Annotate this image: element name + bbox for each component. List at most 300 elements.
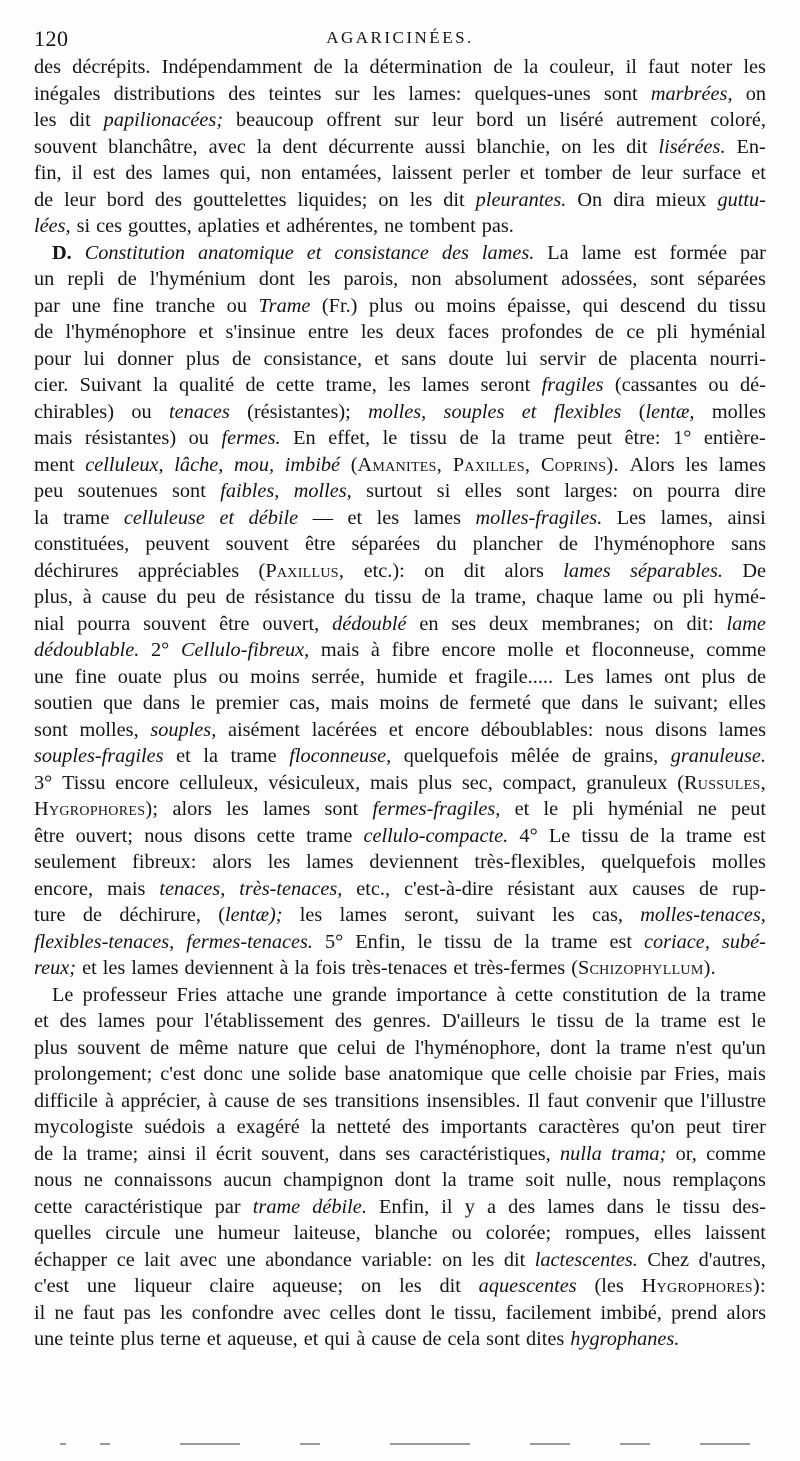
- word: nulle,: [565, 1169, 612, 1191]
- word: il: [441, 1195, 453, 1218]
- word: et: [448, 665, 464, 688]
- text-line: [34, 1035, 766, 1062]
- italic-word: granuleuse.: [670, 745, 766, 767]
- italic-word: souples-fragiles: [34, 745, 164, 767]
- word: ne: [54, 1301, 74, 1324]
- bold-word: D.: [52, 241, 72, 264]
- word: blanche: [374, 1222, 438, 1244]
- word: ouvert;: [75, 824, 134, 847]
- word: la: [441, 1169, 457, 1191]
- word: insensibles.: [426, 1089, 521, 1112]
- word: fragile.....: [474, 665, 554, 688]
- word: chaque: [536, 586, 594, 608]
- word: de: [385, 1036, 406, 1059]
- italic-word: des: [441, 241, 469, 264]
- word: dans: [606, 1195, 644, 1218]
- word: lames: [718, 453, 766, 476]
- word: si: [76, 215, 91, 237]
- word: etc.):: [363, 559, 405, 582]
- word: à: [370, 639, 380, 661]
- word: de: [611, 162, 632, 184]
- word: chirables): [34, 400, 114, 423]
- word: cette: [514, 983, 554, 1006]
- word: échapper: [34, 1248, 108, 1271]
- word: (Paxillus,: [258, 559, 345, 582]
- word: seront: [480, 374, 531, 396]
- word: les: [471, 1248, 495, 1271]
- text-line: [34, 1114, 766, 1141]
- word: des: [34, 56, 62, 78]
- word: Chez: [647, 1248, 690, 1271]
- word: peut: [686, 1116, 721, 1138]
- word: cier.: [34, 374, 69, 396]
- word: et: [206, 1328, 222, 1350]
- word: ou: [451, 1222, 472, 1244]
- text-line: [34, 982, 766, 1009]
- word: laiteuse,: [293, 1222, 361, 1244]
- word: deux: [395, 321, 436, 343]
- word: constitution: [562, 983, 659, 1006]
- word: On: [577, 188, 603, 211]
- text-line: [34, 849, 766, 876]
- word: ou: [708, 374, 729, 396]
- word: tissu: [728, 294, 766, 317]
- word: professeur: [82, 983, 168, 1006]
- word: connaissons: [114, 1169, 213, 1191]
- word: on: [632, 480, 653, 502]
- word: suivant;: [653, 692, 719, 714]
- word: offrent: [326, 109, 382, 131]
- word: être: [34, 824, 65, 847]
- word: Il: [527, 1089, 540, 1112]
- word: de: [746, 665, 766, 688]
- word: nial: [34, 612, 65, 635]
- word: la: [343, 56, 359, 78]
- word: il: [71, 162, 83, 184]
- word: et: [519, 162, 535, 184]
- word: autrement: [616, 109, 698, 131]
- word: descend: [620, 294, 686, 317]
- word: claire: [209, 1275, 255, 1297]
- word: cause: [101, 586, 147, 608]
- word: ce: [116, 1248, 135, 1271]
- word: nous: [622, 1169, 662, 1191]
- word: de: [117, 268, 137, 290]
- word: plus: [34, 1036, 68, 1059]
- text-line: [34, 1220, 766, 1247]
- word: du: [436, 533, 457, 555]
- word: les: [399, 1275, 422, 1297]
- word: sont: [324, 798, 359, 820]
- italic-word: reux;: [34, 957, 77, 979]
- word: faces: [447, 321, 490, 343]
- word: hyménial: [607, 798, 684, 820]
- word: confondre: [191, 1301, 274, 1324]
- word: souvent,: [261, 1142, 330, 1165]
- word: remplaçons: [672, 1169, 766, 1191]
- body-text: [34, 54, 766, 1353]
- text-line: [34, 584, 766, 611]
- word: ou: [131, 400, 152, 423]
- word: Les: [616, 506, 647, 529]
- text-line: [34, 1061, 766, 1088]
- word: on: [653, 612, 674, 635]
- word: peuvent: [145, 533, 210, 555]
- word: aplaties: [197, 215, 260, 237]
- text-line: [34, 107, 766, 134]
- italic-word: lées,: [34, 215, 71, 237]
- text-line: [34, 664, 766, 691]
- word: cette: [275, 374, 315, 396]
- word: transitions: [334, 1089, 420, 1112]
- word: De: [742, 559, 766, 582]
- word: détermination: [369, 56, 483, 78]
- word: une: [87, 1275, 117, 1297]
- word: formée: [669, 241, 727, 264]
- italic-word: tenaces,: [159, 877, 226, 900]
- italic-word: papilionacées;: [103, 109, 224, 131]
- word: être: [219, 612, 250, 635]
- word: disons: [193, 824, 246, 847]
- italic-word: anatomique: [197, 241, 294, 264]
- word: (cassantes: [614, 374, 698, 396]
- word: liquides;: [297, 188, 368, 211]
- word: dé-: [740, 374, 766, 396]
- word: a: [216, 1116, 226, 1138]
- word: vésiculeux,: [268, 771, 361, 794]
- word: humide: [376, 665, 438, 688]
- word: est: [634, 241, 657, 264]
- word: avec: [208, 135, 246, 158]
- word: fermeté: [469, 692, 531, 714]
- word: les: [299, 904, 323, 926]
- word: surface: [682, 162, 742, 184]
- word: (lentæ,: [638, 400, 695, 423]
- word: compact,: [502, 771, 577, 794]
- text-line: [34, 293, 766, 320]
- word: dit: [463, 559, 486, 582]
- word: fine: [112, 294, 144, 317]
- word: est: [92, 162, 116, 184]
- word: de: [82, 904, 102, 926]
- word: cette: [256, 824, 295, 847]
- word: ne: [697, 798, 717, 820]
- word: de: [150, 1036, 170, 1059]
- word: coloré,: [710, 109, 766, 131]
- word: —: [312, 506, 333, 529]
- word: entre: [308, 321, 349, 343]
- word: souvent: [225, 533, 289, 555]
- word: que: [298, 1036, 328, 1059]
- text-line: [34, 876, 766, 903]
- word: à: [104, 1089, 114, 1112]
- word: trame: [63, 506, 110, 529]
- word: mais: [330, 692, 369, 714]
- word: qui: [324, 1328, 351, 1350]
- word: ment: [34, 453, 75, 476]
- word: teinte: [69, 1328, 115, 1350]
- word: les: [552, 904, 575, 926]
- word: est: [717, 1010, 741, 1032]
- word: larges:: [564, 480, 619, 502]
- text-line: [34, 425, 766, 452]
- word: dont: [550, 1036, 587, 1059]
- word: placenta: [629, 347, 698, 370]
- word: alors: [726, 1301, 766, 1324]
- word: on: [424, 559, 445, 582]
- word: choisie: [574, 1063, 633, 1085]
- word: sont: [650, 268, 685, 290]
- word: la: [34, 506, 49, 529]
- word: sans: [731, 533, 766, 555]
- word: une: [292, 983, 323, 1006]
- word: les: [376, 506, 400, 529]
- italic-word: consistance: [334, 241, 429, 264]
- word: caractéristique: [84, 1195, 203, 1218]
- word: celles: [329, 1301, 376, 1324]
- word: surtout: [366, 480, 423, 502]
- word: de: [667, 983, 687, 1006]
- text-line: [34, 187, 766, 214]
- word: séparées: [351, 533, 421, 555]
- italic-word: Trame: [258, 294, 311, 317]
- word: leur: [431, 109, 464, 131]
- word: moins: [379, 692, 429, 714]
- word: séparées: [697, 268, 766, 290]
- italic-word: floconneuse,: [289, 745, 392, 767]
- word: lames: [605, 665, 653, 688]
- word: déchirure,: [119, 904, 201, 926]
- text-line: [34, 346, 766, 373]
- word: un: [526, 109, 547, 131]
- word: encore,: [34, 877, 94, 900]
- word: y: [464, 1195, 475, 1218]
- word: souvent: [34, 135, 98, 158]
- word: les: [307, 268, 331, 290]
- word: sur: [334, 82, 360, 105]
- word: mais: [107, 877, 146, 900]
- word: de: [225, 586, 245, 608]
- word: doute: [448, 347, 494, 370]
- text-line: [34, 796, 766, 823]
- word: trame: [619, 1036, 667, 1059]
- word: l'illustre: [700, 1089, 766, 1112]
- word: adhérentes,: [286, 215, 379, 237]
- word: les: [372, 82, 396, 105]
- text-line: [34, 690, 766, 717]
- word: D'ailleurs: [441, 1010, 520, 1032]
- word: est: [609, 930, 632, 953]
- word: lame: [581, 241, 622, 264]
- word: mieux: [655, 188, 707, 211]
- italic-word: marbrées,: [650, 82, 733, 105]
- italic-word: très-tenaces,: [239, 877, 343, 900]
- word: de: [421, 586, 441, 608]
- word: lui: [505, 347, 528, 370]
- text-line: [34, 213, 766, 240]
- word: (Fr.): [321, 294, 358, 317]
- small-caps-word: Coprins).: [540, 453, 619, 476]
- word: c'est: [34, 1275, 70, 1297]
- word: de: [34, 321, 54, 343]
- word: cela: [447, 1328, 481, 1350]
- word: trame: [685, 824, 733, 847]
- italic-word: hygrophanes.: [570, 1328, 680, 1350]
- word: moins: [446, 294, 496, 317]
- word: et: [453, 957, 468, 979]
- word: 3°: [34, 771, 53, 794]
- word: dans: [142, 692, 181, 714]
- word: lames: [339, 904, 387, 926]
- word: seulement: [34, 851, 117, 873]
- italic-word: molles-tenaces,: [640, 904, 766, 926]
- text-line: [34, 81, 766, 108]
- word: dira: [613, 188, 645, 211]
- word: les: [226, 798, 249, 820]
- word: fois: [315, 957, 346, 979]
- word: dit: [443, 188, 465, 211]
- word: En-: [736, 135, 766, 158]
- word: le: [190, 692, 206, 714]
- word: et: [751, 162, 766, 184]
- word: (Schizophyllum).: [571, 957, 716, 979]
- italic-word: molles-fragiles.: [475, 506, 603, 529]
- word: on: [745, 82, 766, 105]
- word: absolument: [454, 268, 549, 290]
- word: cause: [371, 1328, 417, 1350]
- word: les: [360, 321, 384, 343]
- word: cette: [34, 1195, 73, 1218]
- word: repli: [67, 268, 105, 290]
- word: souvent: [77, 1036, 141, 1059]
- italic-word: fermes-tenaces.: [186, 930, 313, 953]
- word: leur: [641, 162, 673, 184]
- page-number: 120: [34, 26, 69, 51]
- word: difficile: [34, 1089, 98, 1112]
- word: pour: [156, 1010, 194, 1032]
- word: la: [310, 1116, 326, 1138]
- word: trame: [551, 930, 598, 953]
- word: molles,: [79, 718, 139, 741]
- word: que: [541, 692, 571, 714]
- word: ce: [626, 321, 645, 343]
- word: trame: [230, 745, 277, 767]
- word: plus: [701, 665, 736, 688]
- word: et: [176, 745, 191, 767]
- word: consistance,: [263, 347, 363, 370]
- word: n'est: [675, 1036, 713, 1059]
- word: des: [228, 82, 256, 105]
- text-line: [34, 743, 766, 770]
- word: du: [156, 586, 177, 608]
- word: les: [34, 109, 57, 131]
- italic-word: lâche,: [174, 453, 224, 476]
- word: on: [378, 188, 399, 211]
- word: serrée,: [311, 665, 365, 688]
- italic-word: molles,: [368, 400, 427, 423]
- word: molles: [711, 400, 766, 423]
- word: Les: [564, 665, 594, 688]
- word: apprécier,: [121, 1089, 201, 1112]
- word: deux: [489, 612, 529, 635]
- word: le: [382, 427, 398, 449]
- word: nature: [237, 1036, 289, 1059]
- word: du: [344, 586, 365, 608]
- word: premier: [215, 692, 279, 714]
- word: la: [695, 983, 711, 1006]
- word: des-: [732, 1195, 766, 1218]
- word: qu'un: [721, 1036, 766, 1059]
- word: sont: [34, 718, 68, 741]
- word: prolongement;: [34, 1063, 153, 1085]
- text-line: [34, 1194, 766, 1221]
- word: dont: [258, 268, 295, 290]
- word: quelles: [34, 1222, 92, 1244]
- word: tombent: [409, 215, 476, 237]
- text-line: [34, 611, 766, 638]
- word: et: [82, 957, 97, 979]
- word: déboublables:: [480, 718, 594, 741]
- word: ses: [302, 1089, 328, 1112]
- italic-word: lames: [563, 559, 611, 582]
- word: des: [154, 188, 182, 211]
- word: peut: [577, 427, 612, 449]
- word: celle: [528, 1063, 567, 1085]
- italic-word: et: [219, 506, 235, 529]
- word: Le: [52, 983, 74, 1006]
- italic-word: aquescentes: [478, 1275, 577, 1297]
- word: de: [276, 1089, 296, 1112]
- word: genres.: [372, 1010, 431, 1032]
- word: l'hyménophore: [594, 533, 715, 555]
- word: faut: [547, 1089, 579, 1112]
- word: il: [625, 56, 637, 78]
- text-line: [34, 955, 766, 982]
- italic-word: tenaces: [168, 400, 230, 423]
- word: hyménial: [690, 321, 766, 343]
- word: tissu: [556, 1010, 594, 1032]
- word: des: [59, 1010, 87, 1032]
- word: En: [293, 427, 316, 449]
- word: importance: [396, 983, 488, 1006]
- word: entière-: [703, 427, 766, 449]
- word: bord: [476, 109, 514, 131]
- word: disons: [655, 718, 707, 741]
- word: ou: [188, 427, 209, 449]
- scan-artifact-marks: [60, 1443, 760, 1449]
- word: aux: [588, 877, 619, 900]
- word: moins: [250, 665, 300, 688]
- word: lait: [144, 1248, 171, 1271]
- text-line: [34, 929, 766, 956]
- word: très-fermes: [473, 957, 566, 979]
- word: ouvert,: [262, 612, 320, 635]
- word: (lentæ);: [218, 904, 283, 926]
- word: Suivant: [79, 374, 142, 396]
- word: grains,: [603, 745, 659, 767]
- word: parois,: [343, 268, 399, 290]
- word: leur: [64, 188, 96, 211]
- word: Tissu: [62, 771, 106, 794]
- page-header: [34, 26, 766, 56]
- word: les: [409, 188, 433, 211]
- word: non: [260, 162, 292, 184]
- small-caps-word: Hygrophores):: [641, 1275, 766, 1297]
- word: les: [102, 957, 126, 979]
- word: lames: [131, 957, 179, 979]
- italic-word: souples: [443, 400, 505, 423]
- italic-word: et: [306, 241, 322, 264]
